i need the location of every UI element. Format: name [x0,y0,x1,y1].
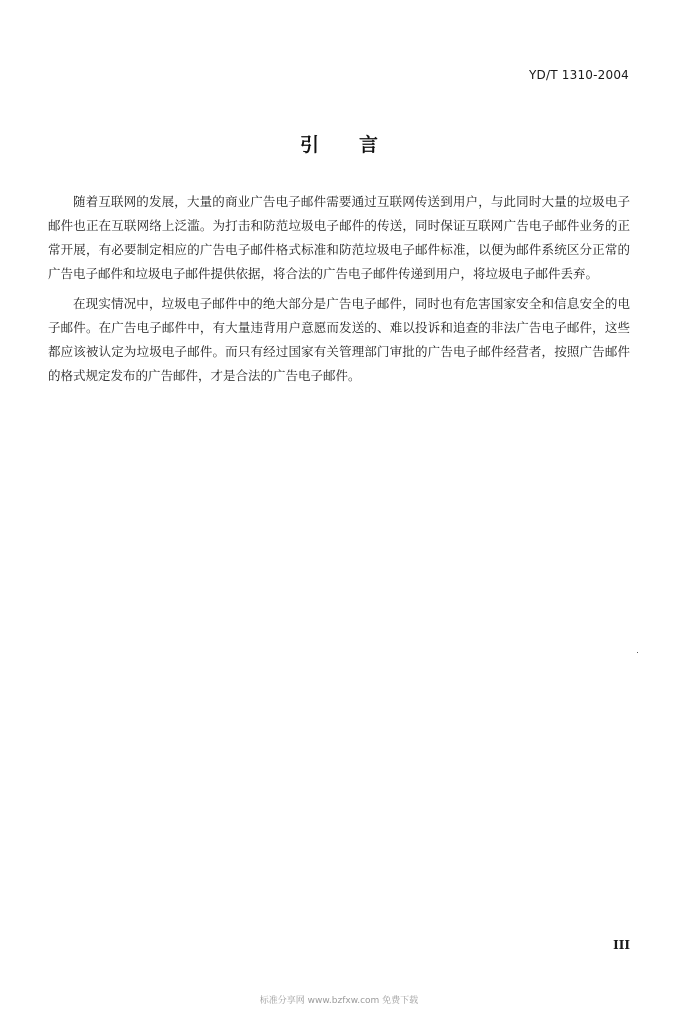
scan-dot-mark [637,652,638,653]
page-number: III [613,938,630,952]
footer-watermark: 标准分享网 www.bzfxw.com 免费下载 [259,996,419,1006]
standard-code: YD/T 1310-2004 [529,68,629,82]
page-title: 引言 [299,134,418,156]
paragraph-2: 在现实情况中，垃圾电子邮件中的绝大部分是广告电子邮件，同时也有危害国家安全和信息安全的电子邮件。在广告电子邮件中，有大量违背用户意愿而发送的、难以投诉和追查的非法广告电子邮件，这些都应该被认定为垃圾电子邮件。而只有经过国家有关管理部门审批的广告电子邮件经营者，按照广告邮件的格式规定发布的广告邮件，才是合法的广告电子邮件。 [48,296,630,383]
paragraph-1: 随着互联网的发展，大量的商业广告电子邮件需要通过互联网传送到用户，与此同时大量的垃圾电子邮件也正在互联网络上泛滥。为打击和防范垃圾电子邮件的传送，同时保证互联网广告电子邮件业务的正常开展，有必要制定相应的广告电子邮件格式标准和防范垃圾电子邮件标准，以便为邮件系统区分正常的广告电子邮件和垃圾电子邮件提供依据，将合法的广告电子邮件传递到用户，将垃圾电子邮件丢弃。 [48,194,630,281]
body-text [48,190,630,394]
